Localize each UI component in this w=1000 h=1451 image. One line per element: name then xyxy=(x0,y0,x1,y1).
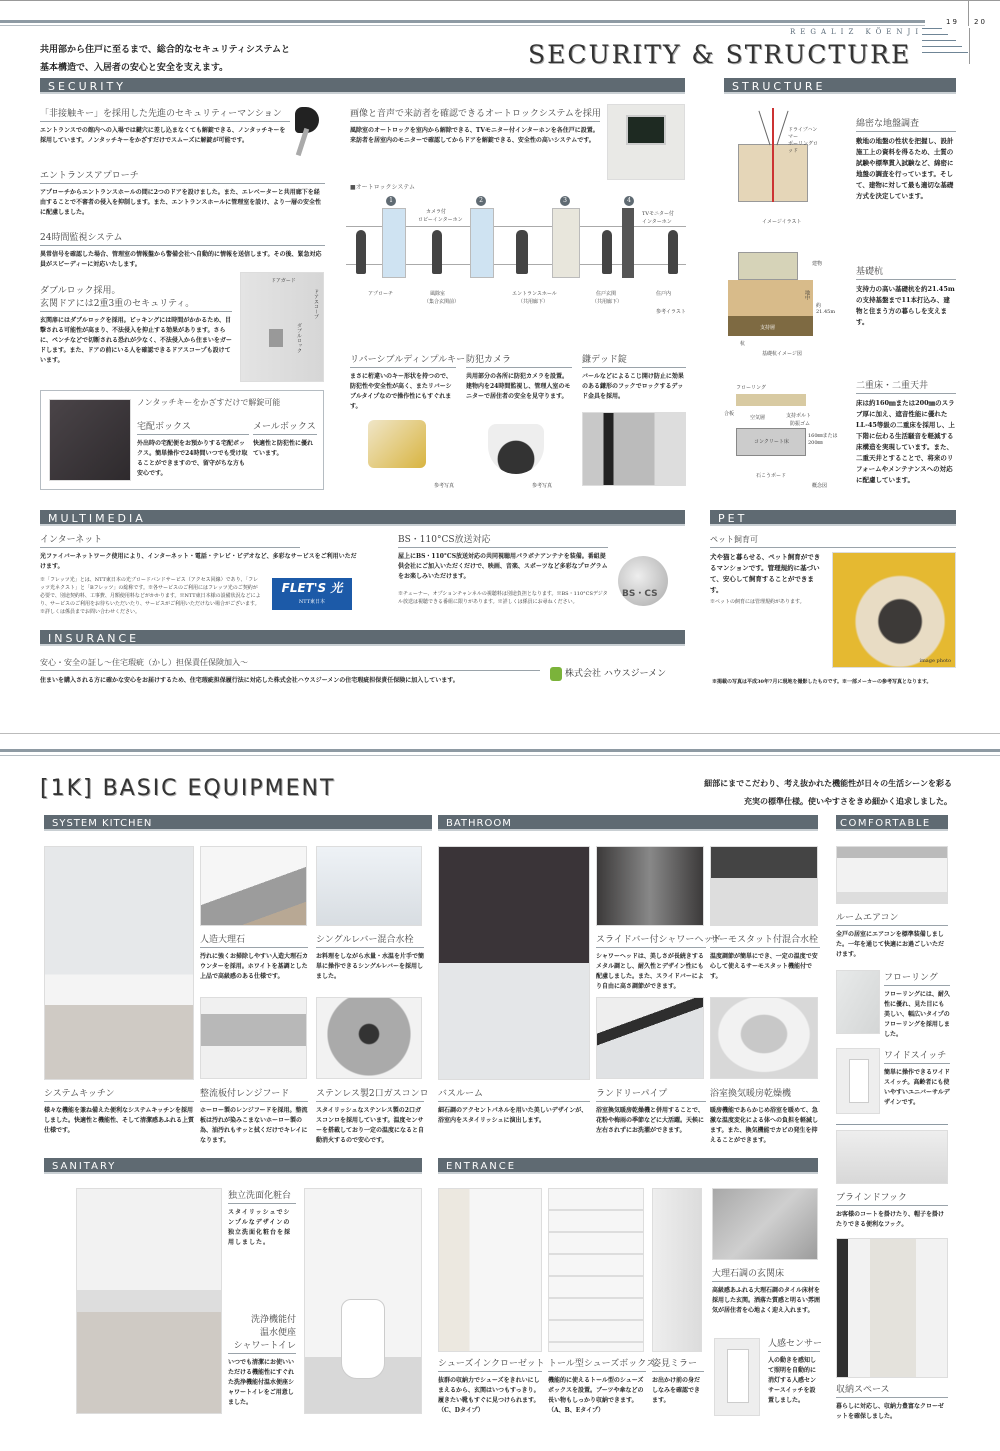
security-item-monitoring xyxy=(40,230,325,270)
page-divider xyxy=(968,0,969,26)
tall-shoe-box-photo xyxy=(548,1188,644,1352)
comfort-item-flooring xyxy=(884,970,950,1040)
structure-text: 床は約160㎜または200㎜のスラブ厚に加え、遮音性能に優れたLL-45等級の二重床を採用し、上下階に伝わる生活騒音を軽減する床構造を実現しています。また、二重天井とすることで、将来のリフォームやメンテナンスへの対応に配慮しています。 xyxy=(856,399,955,484)
laundry-pipe-photo xyxy=(596,997,704,1079)
header-rule-thin xyxy=(0,25,925,26)
pet-cat-photo xyxy=(832,552,956,668)
entrance-item-title: 人感センサー xyxy=(768,1336,820,1352)
sickle-lock-photo xyxy=(582,412,686,486)
step-badge-4: 4 xyxy=(624,196,634,206)
security-item-double-lock xyxy=(40,283,232,366)
flets-logo xyxy=(272,578,352,610)
bs-title: BS・110°CS放送対応 xyxy=(398,532,608,548)
kitchen-item-text: 様々な機能を兼ね備えた便利なシステムキッチンを採用しました。快適性と機能性、そして清潔感あふれる上質仕様です。 xyxy=(44,1107,195,1134)
delivery-box-text: 外出時の宅配便をお預かりする宅配ボックス。簡単操作で24時間いつでも受け取ることができますので、留守がちな方も安心です。 xyxy=(137,440,248,477)
bath-item-text: 暖房機能であらかじめ浴室を暖めて、急激な温度変化による体への負担を軽減します。また、換気機能でカビの発生を抑えることができます。 xyxy=(710,1107,819,1144)
feature-text: バールなどによるこじ開け防止に効果のある鎌形のフックでロックするデッド金具を採用。 xyxy=(582,373,684,400)
toilet-photo xyxy=(304,1188,422,1414)
pile-note: 基礎杭イメージ図 xyxy=(762,351,802,357)
kitchen-item-gas-stove xyxy=(316,1086,429,1146)
structure-item-foundation-pile xyxy=(856,264,956,328)
kitchen-item-system xyxy=(44,1086,194,1136)
sanitary-item-vanity xyxy=(228,1188,296,1248)
kitchen-item-text: お料理をしながら水量・水温を片手で簡単に操作できるシングルレバーを採用しました。 xyxy=(316,953,425,980)
security-item-noncontact-key xyxy=(40,106,290,146)
slab-thickness-label: 160㎜または200㎜ xyxy=(808,433,838,446)
structure-title: 綿密な地盤調査 xyxy=(856,116,956,132)
equipment-lead-1: 細部にまでこだわり、考え抜かれた機能性が日々の生活シーンを彩る xyxy=(704,778,952,788)
bs-note: ※チューナー、オプションチャンネルの視聴料は別途負担となります。※BS・110°CSデジタル放送は視聴できる番組に限りがあります。※詳しくは係員にお尋ねください。 xyxy=(398,591,608,605)
comfort-item-blind-hook xyxy=(836,1190,948,1230)
bs-block xyxy=(398,532,608,606)
housegmen-logo-text: 株式会社 ハウスジーメン xyxy=(565,669,667,679)
feature-title: 鎌デッド錠 xyxy=(582,352,686,368)
concrete-floor-label: コンクリート床 xyxy=(754,439,789,445)
entrance-item-text: 機能的に使えるトール型のシューズボックスを設置。ブーツや傘などの長い物もしっかり収納できます。（A、B、Eタイプ） xyxy=(548,1377,644,1414)
thermostat-faucet-photo xyxy=(710,846,818,926)
kitchen-item-title: 人造大理石 xyxy=(200,932,308,948)
person-icon xyxy=(516,230,528,274)
structure-text: 敷地の地盤の性状を把握し、設計施工上の資料を得るため、土質の試験や標準貫入試験など、綿密に地盤の調査を行っています。そして、建物に対して最も適切な基礎方式を決定しています。 xyxy=(856,137,954,200)
intercom-photo xyxy=(607,104,685,180)
kitchen-item-title: システムキッチン xyxy=(44,1086,194,1102)
intro-text-line1: 共用部から住戸に至るまで、総合的なセキュリティシステムと xyxy=(40,45,291,55)
item-title: ダブルロック採用。 xyxy=(40,286,121,296)
security-item-approach xyxy=(40,168,325,218)
shower-head-photo xyxy=(596,846,704,926)
delivery-box-block xyxy=(137,419,249,479)
step-badge-1: 1 xyxy=(386,196,396,206)
sanitary-item-text: いつでも清潔にお使いいただける機能性にすぐれた洗浄機能付温水便座シャワートイレをご用意しました。 xyxy=(228,1359,295,1406)
mirror-photo xyxy=(652,1188,702,1352)
motion-sensor-photo xyxy=(714,1338,760,1416)
entrance-item-text: お出かけ前の身だしなみを確認できます。 xyxy=(652,1377,701,1404)
kitchen-item-range-hood xyxy=(200,1086,308,1146)
entrance-item-title: 大理石調の玄関床 xyxy=(712,1266,820,1282)
entrance-item-text: 抜群の収納力でシューズをきれいにしまえるから、玄関はいつもすっきり。履きたい靴もすぐに見つけられます。（C、Dタイプ） xyxy=(438,1377,540,1414)
comfort-item-title: ワイドスイッチ xyxy=(884,1048,950,1064)
page-number-left: 19 xyxy=(946,18,959,26)
internet-text: 光ファイバーネットワーク使用により、インターネット・電話・テレビ・ビデオなど、多彩なサービスをご利用いただけます。 xyxy=(40,553,357,570)
entrance-item-title: シューズインクローゼット xyxy=(438,1356,542,1372)
sanitary-item-toilet xyxy=(228,1312,296,1408)
camera-label-2: ロビーインターホン xyxy=(418,217,463,223)
feature-title: 防犯カメラ xyxy=(466,352,572,368)
faucet-photo xyxy=(316,846,422,926)
autolock-diagram xyxy=(346,196,686,308)
vibration-rubber-label: 防振ゴム xyxy=(790,421,811,427)
sanitary-item-title: 独立洗面化粧台 xyxy=(228,1188,296,1204)
intro-text-line2: 基本構造で、入居者の安心と安全を支えます。 xyxy=(40,63,229,73)
range-hood-photo xyxy=(200,997,307,1079)
person-icon xyxy=(356,230,366,274)
label-windbreak-sub: （集合玄関前） xyxy=(424,299,460,305)
bs-cs-logo: BS・CS xyxy=(622,589,658,599)
entrance-item-tall-shoe-box xyxy=(548,1356,656,1416)
autolock-block xyxy=(350,106,600,146)
entrance-item-text: 人の動きを感知して照明を自動的に消灯する人感センサースイッチを設置しました。 xyxy=(768,1357,817,1404)
underground-label: 地中 xyxy=(804,290,810,300)
blind-hook-photo xyxy=(836,1130,948,1184)
storage-closet-photo xyxy=(836,1238,948,1378)
item-title2: 玄関ドアには2重3重のセキュリティ。 xyxy=(40,296,232,312)
bath-item-text: 細石調のアクセントパネルを用いた美しいデザインが、浴室内をスタイリッシュに演出します。 xyxy=(438,1107,588,1124)
structure-item-double-floor xyxy=(856,378,956,486)
camera-dome-icon xyxy=(488,424,544,474)
entrance-item-marble-floor xyxy=(712,1266,820,1316)
feature-text: まさに桁違いのキー形状を持つので、防犯性や安全性が高く、またリバーシブルタイプなので操作性にもすぐれます。 xyxy=(350,373,452,410)
label-approach: アプローチ xyxy=(368,291,394,297)
kitchen-item-title: 整流板付レンジフード xyxy=(200,1086,308,1102)
person-icon xyxy=(432,230,442,274)
gas-stove-photo xyxy=(316,997,422,1079)
step-badge-3: 3 xyxy=(560,196,570,206)
entrance-header: ENTRANCE xyxy=(438,1158,818,1174)
structure-header: STRUCTURE xyxy=(724,78,956,94)
kitchen-header: SYSTEM KITCHEN xyxy=(44,815,432,831)
vanity-photo xyxy=(76,1188,222,1414)
bath-item-title: スライドバー付シャワーヘッド xyxy=(596,932,706,948)
autolock-note: 参考イラスト xyxy=(656,309,686,315)
label-unit-inside: 住戸内 xyxy=(656,291,672,297)
marble-counter-photo xyxy=(200,846,307,926)
comfort-item-title: ブラインドフック xyxy=(836,1190,948,1206)
photo-footnote: ※掲載の写真は平成30年7月に現地を撮影したものです。※一部メーカーの参考写真となります。 xyxy=(712,679,932,685)
page-title: SECURITY & STRUCTURE xyxy=(528,40,912,69)
drive-hammer-label: ドライブハンマー xyxy=(788,127,818,140)
double-floor-note: 概念図 xyxy=(812,483,828,489)
toilet-title-3: シャワートイレ xyxy=(228,1338,296,1354)
feature-text: 共用部分の各所に防犯カメラを設置。建物内を24時間監視し、管理人室のモニターで居住者の安全を見守ります。 xyxy=(466,373,571,400)
housegmen-logo-icon xyxy=(550,667,562,681)
camera-label-1: カメラ付 xyxy=(426,209,447,215)
person-icon xyxy=(668,230,678,274)
comfortable-header: COMFORTABLE xyxy=(836,815,948,831)
toilet-title-2: 温水便座 xyxy=(259,1328,296,1338)
security-header: SECURITY xyxy=(40,78,685,94)
double-lock-label: ダブルロック xyxy=(296,323,302,353)
item-title: 「非接触キー」を採用した先進のセキュリティーマンション xyxy=(40,106,290,122)
pet-note: ※ペットの飼育には管理規約があります。 xyxy=(710,599,805,605)
entrance-item-title: 姿見ミラー xyxy=(652,1356,704,1372)
item-title: エントランスアプローチ xyxy=(40,168,325,184)
kitchen-item-text: スタイリッシュなステンレス製の2口ガスコンロを採用しています。温度センサーを搭載しており一定の温度になると自動消火するので安心です。 xyxy=(316,1107,425,1144)
flets-logo-sub: NTT東日本 xyxy=(298,599,326,605)
item-text: 異常信号を確認した場合、管理室の情報盤から警備会社へ自動的に情報を送信します。その後、緊急対応員がスピーディーに対応いたします。 xyxy=(40,251,322,268)
bath-item-shower xyxy=(596,932,722,992)
bottom-header-rule-2 xyxy=(0,749,1000,752)
gypsum-board-label: 石こうボード xyxy=(756,473,787,479)
delivery-box-photo xyxy=(49,399,131,481)
comfort-item-aircon xyxy=(836,910,948,960)
comfort-item-text: 全戸の居室にエアコンを標準装備しました。一年を通じて快適にお過ごしいただけます。 xyxy=(836,931,945,958)
housegmen-logo xyxy=(550,666,666,681)
shoe-closet-photo xyxy=(438,1188,542,1352)
pet-header: PET xyxy=(710,510,956,526)
flets-logo-text: FLET'S 光 xyxy=(281,581,343,595)
bath-item-text: シャワーヘッドは、美しさが長続きするメタル調とし、耐久性とデザイン性にも配慮しました。また、スライドバーにより自由に高さ調節ができます。 xyxy=(596,953,704,990)
bottom-header-rule-3 xyxy=(0,755,1000,756)
bath-item-dryer xyxy=(710,1086,820,1146)
bathroom-header: BATHROOM xyxy=(438,815,818,831)
item-title: 24時間監視システム xyxy=(40,230,325,246)
comfort-item-title: フローリング xyxy=(884,970,950,986)
marble-floor-photo xyxy=(712,1188,818,1260)
pet-title: ペット飼育可 xyxy=(710,534,956,548)
door-scope-label: ドアスコープ xyxy=(313,289,319,319)
label-entrance-hall: エントランスホール xyxy=(512,291,557,297)
stairs-decoration xyxy=(922,28,970,64)
satellite-dish-icon xyxy=(618,556,668,606)
boring-rod-label: ボーリングロッド xyxy=(788,141,818,154)
depth-label: 約21.45m xyxy=(816,303,836,315)
item-text: エントランスでの館内への入場では鍵穴に差し込まなくても解錠できる、ノンタッチキーを採用しています。ノンタッチキーをかざすだけでスムーズに解錠が可能です。 xyxy=(40,127,286,144)
item-text: 玄関扉にはダブルロックを採用。ピッキングには時間がかかるため、目撃される可能性が高まり、不法侵入を抑止する効果があります。さらに、ペンチなどで切断される恐れが少なく、不法侵入から住まいをガードします。また、ドアの前にいる人を確認できるドアスコープも設けています。 xyxy=(40,317,232,364)
kitchen-item-title: シングルレバー混合水栓 xyxy=(316,932,424,948)
structure-text: 支持力の高い基礎杭を約21.45mの支持基盤まで11本打込み、建物と住まう方の暮らしを支えます。 xyxy=(856,285,955,326)
comfort-item-title: 収納スペース xyxy=(836,1382,948,1398)
label-windbreak: 風除室 xyxy=(430,291,446,297)
door-photo xyxy=(240,272,324,382)
comfort-item-text: 暮らしに対応し、収納力豊富なクローゼットを確保しました。 xyxy=(836,1403,944,1420)
pet-text-block xyxy=(710,552,824,606)
bath-dryer-photo xyxy=(710,997,818,1079)
structure-item-ground-survey xyxy=(856,116,956,202)
box-panel-title: ノンタッチキーをかざすだけで解錠可能 xyxy=(137,398,281,407)
sanitary-header: SANITARY xyxy=(44,1158,422,1174)
comfort-item-title: ルームエアコン xyxy=(836,910,948,926)
flooring-photo xyxy=(836,970,880,1034)
bottom-header-rule xyxy=(0,733,1000,734)
header-rule xyxy=(0,20,925,23)
kitchen-item-title: ステンレス製2口ガスコンロ xyxy=(316,1086,424,1102)
plywood-label: 合板 xyxy=(724,411,735,417)
autolock-diagram-title: ■オートロックシステム xyxy=(350,184,415,191)
multimedia-header: MULTIMEDIA xyxy=(40,510,685,526)
feature-title: リバーシブルディンプルキー xyxy=(350,352,456,368)
bathroom-photo-main xyxy=(438,846,590,1080)
comfort-item-storage xyxy=(836,1382,948,1422)
bath-item-bathroom xyxy=(438,1086,590,1126)
air-conditioner-photo xyxy=(836,846,948,904)
feature-security-camera xyxy=(466,352,572,402)
bath-item-title: バスルーム xyxy=(438,1086,590,1102)
kitchen-item-text: ホーロー製のレンジフードを採用。整流板は汚れが染みこまないホーロー製の為、油汚れもサッと拭くだけでキレイになります。 xyxy=(200,1107,308,1144)
insurance-title: 安心・安全の証し〜住宅瑕疵（かし）担保責任保険加入〜 xyxy=(40,657,540,671)
comfort-item-text: 簡単に操作できるワイドスイッチ。高齢者にも使いやすいユニバーサルデザインです。 xyxy=(884,1069,950,1106)
entrance-item-mirror xyxy=(652,1356,704,1406)
label-entrance-hall-sub: （共用廊下） xyxy=(518,299,549,305)
insurance-text: 住まいを購入される方に確かな安心をお届けするため、住宅瑕疵担保履行法に対応した株式会社ハウスジーメンの住宅瑕疵担保責任保険に加入しています。 xyxy=(40,677,459,684)
label-unit-door-sub: （共用廊下） xyxy=(592,299,623,305)
pile-label: 杭 xyxy=(740,341,746,347)
page-number-right: 20 xyxy=(974,18,987,26)
pet-photo-caption: image photo xyxy=(919,658,951,664)
delivery-box-panel xyxy=(40,390,324,490)
kitchen-photo-main xyxy=(44,846,194,1080)
mail-box-title: メールボックス xyxy=(253,419,317,435)
ground-survey-note: イメージイラスト xyxy=(762,219,802,225)
bath-item-text: 温度調節が簡単にでき、一定の温度で安心して使えるサーモスタット機能付です。 xyxy=(710,953,818,980)
delivery-box-title: 宅配ボックス xyxy=(137,419,249,435)
structure-title: 基礎杭 xyxy=(856,264,956,280)
mail-box-block xyxy=(253,419,317,459)
bath-item-text: 浴室換気暖房乾燥機と併用することで、花粉や梅雨の季節などに大活躍。天候に左右されずにお洗濯ができます。 xyxy=(596,1107,705,1134)
entrance-item-title: トール型シューズボックス xyxy=(548,1356,646,1372)
feature-sickle-lock xyxy=(582,352,686,402)
foundation-pile-diagram xyxy=(728,252,838,347)
bearing-layer-label: 支持層 xyxy=(760,325,776,331)
kitchen-item-marble xyxy=(200,932,308,982)
step-badge-2: 2 xyxy=(476,196,486,206)
feature-dimple-key xyxy=(350,352,466,412)
air-layer-label: 空気層 xyxy=(750,415,766,421)
mail-box-text: 快適性と防犯性に優れています。 xyxy=(253,440,314,457)
bath-item-laundry-pipe xyxy=(596,1086,706,1136)
entrance-item-text: 高級感あふれる大理石調のタイル床材を採用した玄関。洒落た質感と明るい雰囲気が居住者を心地よく迎え入れます。 xyxy=(712,1287,821,1314)
bs-text: 屋上にBS・110°CS放送対応の共同視聴用パラボナアンテナを装備。番組提供会社にご加入いただくだけで、映画、音楽、スポーツなど多彩なプログラムをお楽しみいただけます。 xyxy=(398,553,608,580)
person-icon xyxy=(602,230,612,274)
comfort-item-text: お客様のコートを掛けたり、帽子を掛けたりできる便利なフック。 xyxy=(836,1211,945,1228)
top-rule xyxy=(0,0,1000,1)
camera-note: 参考写真 xyxy=(532,483,553,489)
autolock-title: 画像と音声で来訪者を確認できるオートロックシステムを採用 xyxy=(350,106,600,122)
support-bolt-label: 支持ボルト xyxy=(786,413,812,419)
bath-item-title: ランドリーパイプ xyxy=(596,1086,706,1102)
internet-title: インターネット xyxy=(40,532,300,548)
pet-text: 犬や猫と暮らせる、ペット飼育ができるマンションです。管理規約に基づいて、安心して飼育することができます。 xyxy=(710,553,821,594)
comfort-item-wide-switch xyxy=(884,1048,950,1108)
kitchen-item-faucet xyxy=(316,932,424,982)
label-unit-door: 住戸玄関 xyxy=(596,291,617,297)
internet-note: ※「フレッツ光」とは、NTT東日本の光ブロードバンドサービス（アクセス回線）であり、「フレッツ光ネクスト」と「Bフレッツ」の総称です。※各サービスのご利用にはフレッツ光のご契約が必要で、別途契約料、工事費、月額使用料などがかかります。※NTT東日本様の設備状況などにより、サービスのご利用をお待ちいただいたり、サービスがご利用いただけない場合がございます。※詳しくは係員までお問い合わせください。 xyxy=(40,577,261,615)
brand-name: REGALIZ KÖENJI xyxy=(790,28,924,36)
bath-item-title: サーモスタット付混合水栓 xyxy=(710,932,820,948)
flooring-label: フローリング xyxy=(736,385,766,391)
equipment-title: [1K] BASIC EQUIPMENT xyxy=(40,776,336,801)
item-text: アプローチからエントランスホールの間に2つのドアを設けました。また、エレベーターと共用廊下を経由することで不審者の侵入を抑制します。また、エントランスホールに管理室を設け、より一層の安全性に配慮しました。 xyxy=(40,189,321,216)
page-divider-gap xyxy=(0,708,1000,728)
double-floor-diagram xyxy=(724,384,840,484)
door-guard-label: ドアガード xyxy=(271,278,296,284)
bath-item-title: 浴室換気暖房乾燥機 xyxy=(710,1086,820,1102)
tv-label-2: インターホン xyxy=(642,219,672,225)
comfort-divider xyxy=(836,1124,948,1125)
insurance-header: INSURANCE xyxy=(40,630,685,646)
entrance-item-motion-sensor xyxy=(768,1336,823,1406)
kitchen-item-text: 汚れに強くお掃除しやすい人造大理石カウンターを採用。ホワイトを基調とした上品で高級感のある仕様です。 xyxy=(200,953,309,980)
dimple-key-photo xyxy=(368,420,426,468)
equipment-lead-2: 充実の標準仕様。使いやすさをきめ細かく追求しました。 xyxy=(744,796,952,806)
sanitary-item-text: スタイリッシュでシンプルなデザインの独立洗面化粧台を採用しました。 xyxy=(228,1209,292,1246)
entrance-item-shoe-closet xyxy=(438,1356,545,1416)
autolock-text: 風除室のオートロックを室内から解除できる、TVモニター付インターホンを各住戸に設置。来訪者を居室内のモニターで確認してからドアを解錠できる、安全性の高いシステムです。 xyxy=(350,127,599,144)
comfort-item-text: フローリングには、耐久性に優れ、見た目にも美しい、幅広いタイプのフローリングを採用しました。 xyxy=(884,991,950,1038)
tv-label-1: TVモニター付 xyxy=(642,211,674,217)
structure-title: 二重床・二重天井 xyxy=(856,378,956,394)
bath-item-thermostat xyxy=(710,932,820,982)
dimple-key-note: 参考写真 xyxy=(434,483,455,489)
toilet-title-1: 洗浄機能付 xyxy=(250,1315,296,1325)
wide-switch-photo xyxy=(836,1048,880,1114)
ground-survey-diagram xyxy=(738,108,818,216)
building-label: 建物 xyxy=(812,261,823,267)
